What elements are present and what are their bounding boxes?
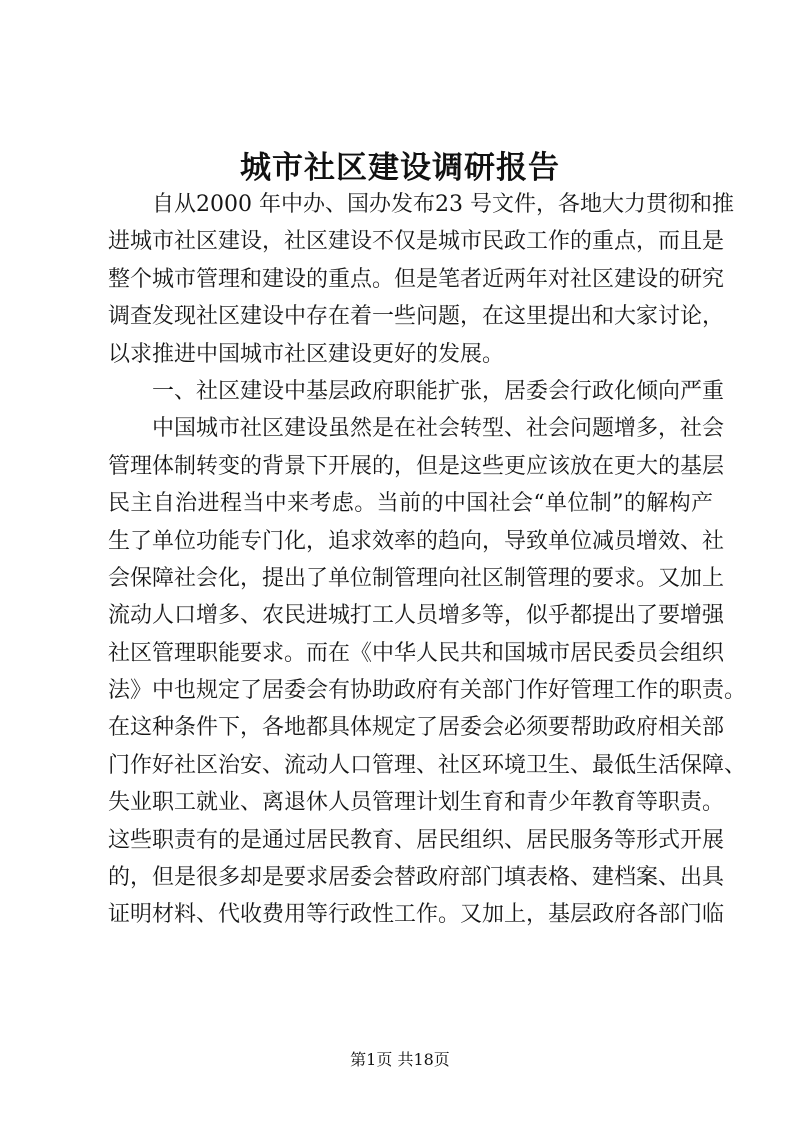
text-line: 整个城市管理和建设的重点。但是笔者近两年对社区建设的研究	[108, 266, 725, 292]
text-line: 这些职责有的是通过居民教育、居民组织、居民服务等形式开展	[108, 827, 725, 853]
text-line: 自从2000 年中办、国办发布23 号文件，各地大力贯彻和推	[152, 192, 734, 217]
text-line: 以求推进中国城市社区建设更好的发展。	[108, 341, 505, 367]
text-line: 流动人口增多、农民进城打工人员增多等，似乎都提出了要增强	[108, 603, 725, 629]
section-heading: 一、社区建设中基层政府职能扩张，居委会行政化倾向严重	[152, 378, 725, 404]
text-line: 失业职工就业、离退休人员管理计划生育和青少年教育等职责。	[108, 790, 725, 816]
text-line: 管理体制转变的背景下开展的，但是这些更应该放在更大的基层	[108, 453, 725, 479]
text-line: 证明材料、代收费用等行政性工作。又加上，基层政府各部门临	[108, 902, 725, 928]
text-line: 社区管理职能要求。而在《中华人民共和国城市居民委员会组织	[108, 640, 725, 666]
text-line: 调查发现社区建设中存在着一些问题，在这里提出和大家讨论，	[108, 304, 725, 330]
document-body	[108, 186, 747, 934]
text-line: 生了单位功能专门化，追求效率的趋向，导致单位减员增效、社	[108, 528, 725, 554]
document-title: 城市社区建设调研报告	[240, 150, 560, 186]
text-line: 法》中也规定了居委会有协助政府有关部门作好管理工作的职责。	[108, 678, 747, 704]
text-line: 的，但是很多却是要求居委会替政府部门填表格、建档案、出具	[108, 865, 725, 891]
text-line: 民主自治进程当中来考虑。当前的中国社会“单位制”的解构产	[108, 491, 713, 517]
text-line: 进城市社区建设，社区建设不仅是城市民政工作的重点，而且是	[108, 229, 725, 255]
page-number-footer: 第1页 共18页	[350, 1050, 450, 1069]
text-line: 门作好社区治安、流动人口管理、社区环境卫生、最低生活保障、	[108, 752, 747, 778]
text-line: 在这种条件下，各地都具体规定了居委会必须要帮助政府相关部	[108, 715, 725, 741]
text-line: 会保障社会化，提出了单位制管理向社区制管理的要求。又加上	[108, 565, 725, 591]
text-line: 中国城市社区建设虽然是在社会转型、社会问题增多，社会	[152, 416, 725, 442]
